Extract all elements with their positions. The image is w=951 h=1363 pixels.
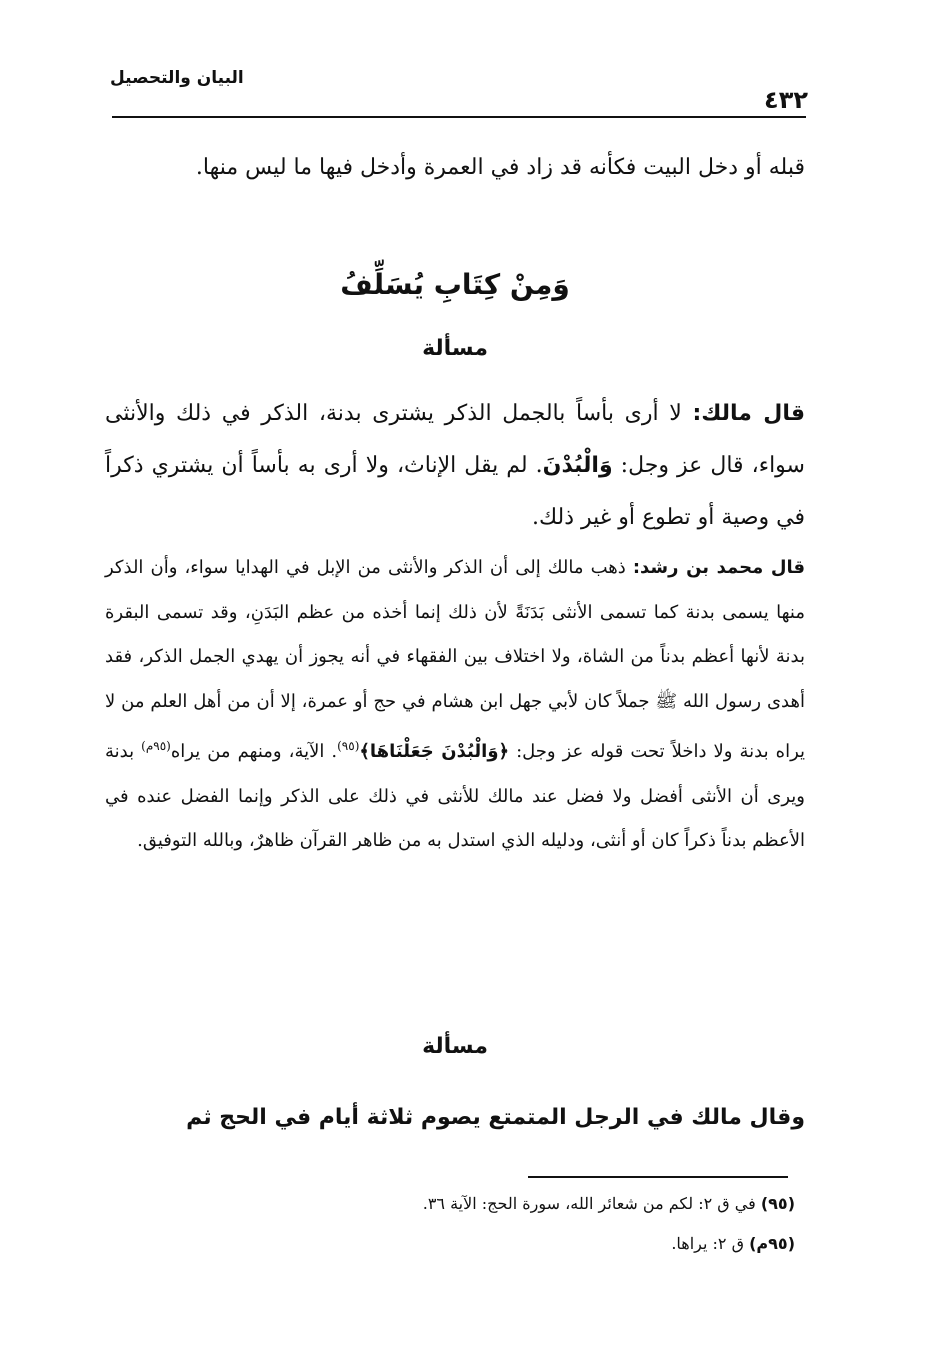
- malik-statement: [105, 388, 805, 544]
- commentary-lead: قال محمد بن رشد:: [632, 557, 805, 578]
- commentary-paragraph: [105, 546, 805, 864]
- section-title: وَمِنْ كِتَابِ يُسَلِّفُ: [340, 268, 570, 301]
- footnote: [105, 1194, 795, 1213]
- statement-lead: قال مالك:: [692, 401, 805, 426]
- continuation-paragraph: قبله أو دخل البيت فكأنه قد زاد في العمرة وأدخل فيها ما ليس منها.: [195, 155, 805, 180]
- quran-verse: ﴿وَالْبُدْنَ جَعَلْنَاهَا﴾: [359, 741, 510, 762]
- footnote-text: في ق ٢: لكم من شعائر الله، سورة الحج: الآية ٣٦.: [422, 1194, 761, 1213]
- question-text: [105, 1090, 805, 1146]
- statement-text-end: . لم يقل الإناث، ولا أرى به بأساً أن يشتري ذكراً في وصية أو تطوع أو غير ذلك.: [105, 453, 805, 530]
- footnote-text: ق ٢: يراها.: [671, 1234, 750, 1253]
- footnote: [105, 1234, 795, 1253]
- commentary-text: ذهب مالك إلى أن الذكر والأنثى من الإبل في الهدايا سواء، وأن الذكر منها يسمى بدنة كما تسمى الأنثى بَدَنَةً لأن ذلك إنما أخذه من عظم البَدَنِ، وقد تسمى البقرة بدنة لأنها أعظم بدناً من الشاة، ولا اختلاف بين الفقهاء في أنه يجوز أن يهدي الجمل الذكر، فقد أهدى رسول الله ﷺ جملاً كان لأبي جهل ابن هشام في حج أو عمرة، إلا أن من أهل العلم من لا يراه بدنة ولا داخلاً تحت قوله عز وجل:: [105, 557, 806, 762]
- footnote-number: (٩٥): [760, 1194, 795, 1213]
- statement-text: لا أرى بأساً بالجمل الذكر يشترى بدنة، الذكر في ذلك والأنثى سواء، قال عز وجل:: [105, 401, 805, 478]
- footnote-marker[interactable]: (٩٥): [337, 739, 360, 753]
- commentary-text: بدنة ويرى أن الأنثى أفضل ولا فضل عند مالك للأنثى في ذلك على الذكر وإنما الفضل عنده في الأعظم بدناً ذكراً كان أو أنثى، ودليله الذي استدل به من ظاهر القرآن ظاهرٌ، وبالله التوفيق.: [105, 741, 805, 851]
- footnote-rule: [528, 1176, 788, 1178]
- running-header-title: البيان والتحصيل: [110, 68, 244, 88]
- quran-verse: وَالْبُدْنَ: [542, 453, 613, 478]
- question-heading: مسألة: [422, 336, 488, 361]
- page-number: ٤٣٢: [764, 86, 808, 114]
- footnote-number: (٩٥م): [749, 1234, 795, 1253]
- footnote-marker[interactable]: (٩٥م): [141, 739, 171, 753]
- header-rule: [112, 116, 806, 118]
- commentary-text: . الآية، ومنهم من يراه: [170, 741, 338, 762]
- question-lead: وقال مالك في الرجل المتمتع يصوم ثلاثة أيام في الحج ثم: [186, 1105, 805, 1130]
- question-heading: مسألة: [422, 1034, 488, 1059]
